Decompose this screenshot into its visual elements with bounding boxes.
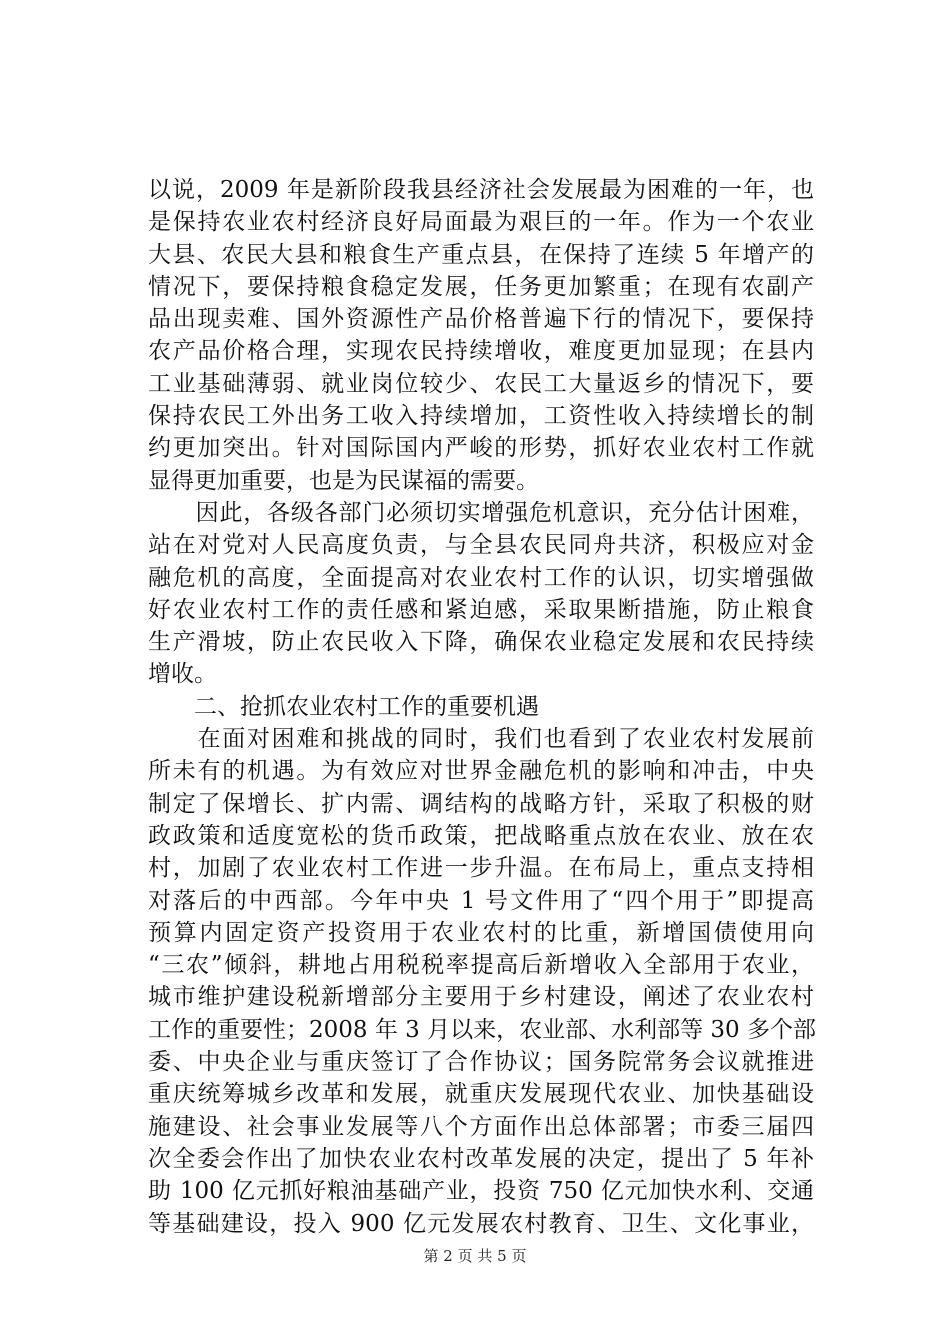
text-line: 工业基础薄弱、就业岗位较少、农民工大量返乡的情况下，要 [148,370,814,397]
text-line: 大县、农民大县和粮食生产重点县，在保持了连续 5 年增产的 [148,241,814,268]
text-line: 城市维护建设税新增部分主要用于乡村建设，阐述了农业农村 [148,984,814,1011]
text-line: 在面对困难和挑战的同时，我们也看到了农业农村发展前 [148,726,814,753]
text-line: “三农”倾斜，耕地占用税税率提高后新增收入全部用于农业， [148,952,814,979]
text-line: 以说，2009 年是新阶段我县经济社会发展最为困难的一年，也 [148,177,814,203]
text-line: 委、中央企业与重庆签订了合作协议；国务院常务会议就推进 [148,1049,814,1076]
text-line: 站在对党对人民高度负责，与全县农民同舟共济，积极应对金 [148,532,814,559]
text-line: 重庆统筹城乡改革和发展，就重庆发展现代农业、加快基础设 [148,1081,814,1108]
text-line: 保持农民工外出务工收入持续增加，工资性收入持续增长的制 [148,403,814,430]
text-line: 农产品价格合理，实现农民持续增收，难度更加显现；在县内 [148,338,814,365]
text-line: 所未有的机遇。为有效应对世界金融危机的影响和冲击，中央 [148,758,814,785]
text-line: 好农业农村工作的责任感和紧迫感，采取果断措施，防止粮食 [148,596,814,623]
text-line: 制定了保增长、扩内需、调结构的战略方针，采取了积极的财 [148,790,814,817]
text-line: 政政策和适度宽松的货币政策，把战略重点放在农业、放在农 [148,822,814,849]
text-line: 是保持农业农村经济良好局面最为艰巨的一年。作为一个农业 [148,209,814,236]
text-line: 因此，各级各部门必须切实增强危机意识，充分估计困难， [148,499,814,526]
text-line: 预算内固定资产投资用于农业农村的比重，新增国债使用向 [148,919,814,946]
text-line: 情况下，要保持粮食稳定发展，任务更加繁重；在现有农副产 [148,273,814,300]
page-footer: 第 2 页 共 5 页 [423,1247,527,1265]
text-line: 工作的重要性；2008 年 3 月以来，农业部、水利部等 30 多个部 [148,1016,816,1043]
text-line: 施建设、社会事业发展等八个方面作出总体部署；市委三届四 [148,1113,814,1140]
text-line: 对落后的中西部。今年中央 1 号文件用了“四个用于”即提高 [148,887,814,914]
text-line: 村，加剧了农业农村工作进一步升温。在布局上，重点支持相 [148,855,814,882]
text-line: 助 100 亿元抓好粮油基础产业，投资 750 亿元加快水利、交通 [148,1178,814,1205]
document-body [148,174,814,1240]
text-line: 显得更加重要，也是为民谋福的需要。 [148,467,539,494]
text-line: 品出现卖难、国外资源性产品价格普遍下行的情况下，要保持 [148,306,814,333]
text-line: 生产滑坡，防止农民收入下降，确保农业稳定发展和农民持续 [148,629,814,656]
text-line: 融危机的高度，全面提高对农业农村工作的认识，切实增强做 [148,564,814,591]
text-line: 二、抢抓农业农村工作的重要机遇 [148,693,539,720]
text-line: 等基础建设，投入 900 亿元发展农村教育、卫生、文化事业， [148,1210,814,1237]
text-line: 次全委会作出了加快农业农村改革发展的决定，提出了 5 年补 [148,1145,814,1172]
text-line: 约更加突出。针对国际国内严峻的形势，抓好农业农村工作就 [148,435,814,462]
text-line: 增收。 [148,661,217,688]
